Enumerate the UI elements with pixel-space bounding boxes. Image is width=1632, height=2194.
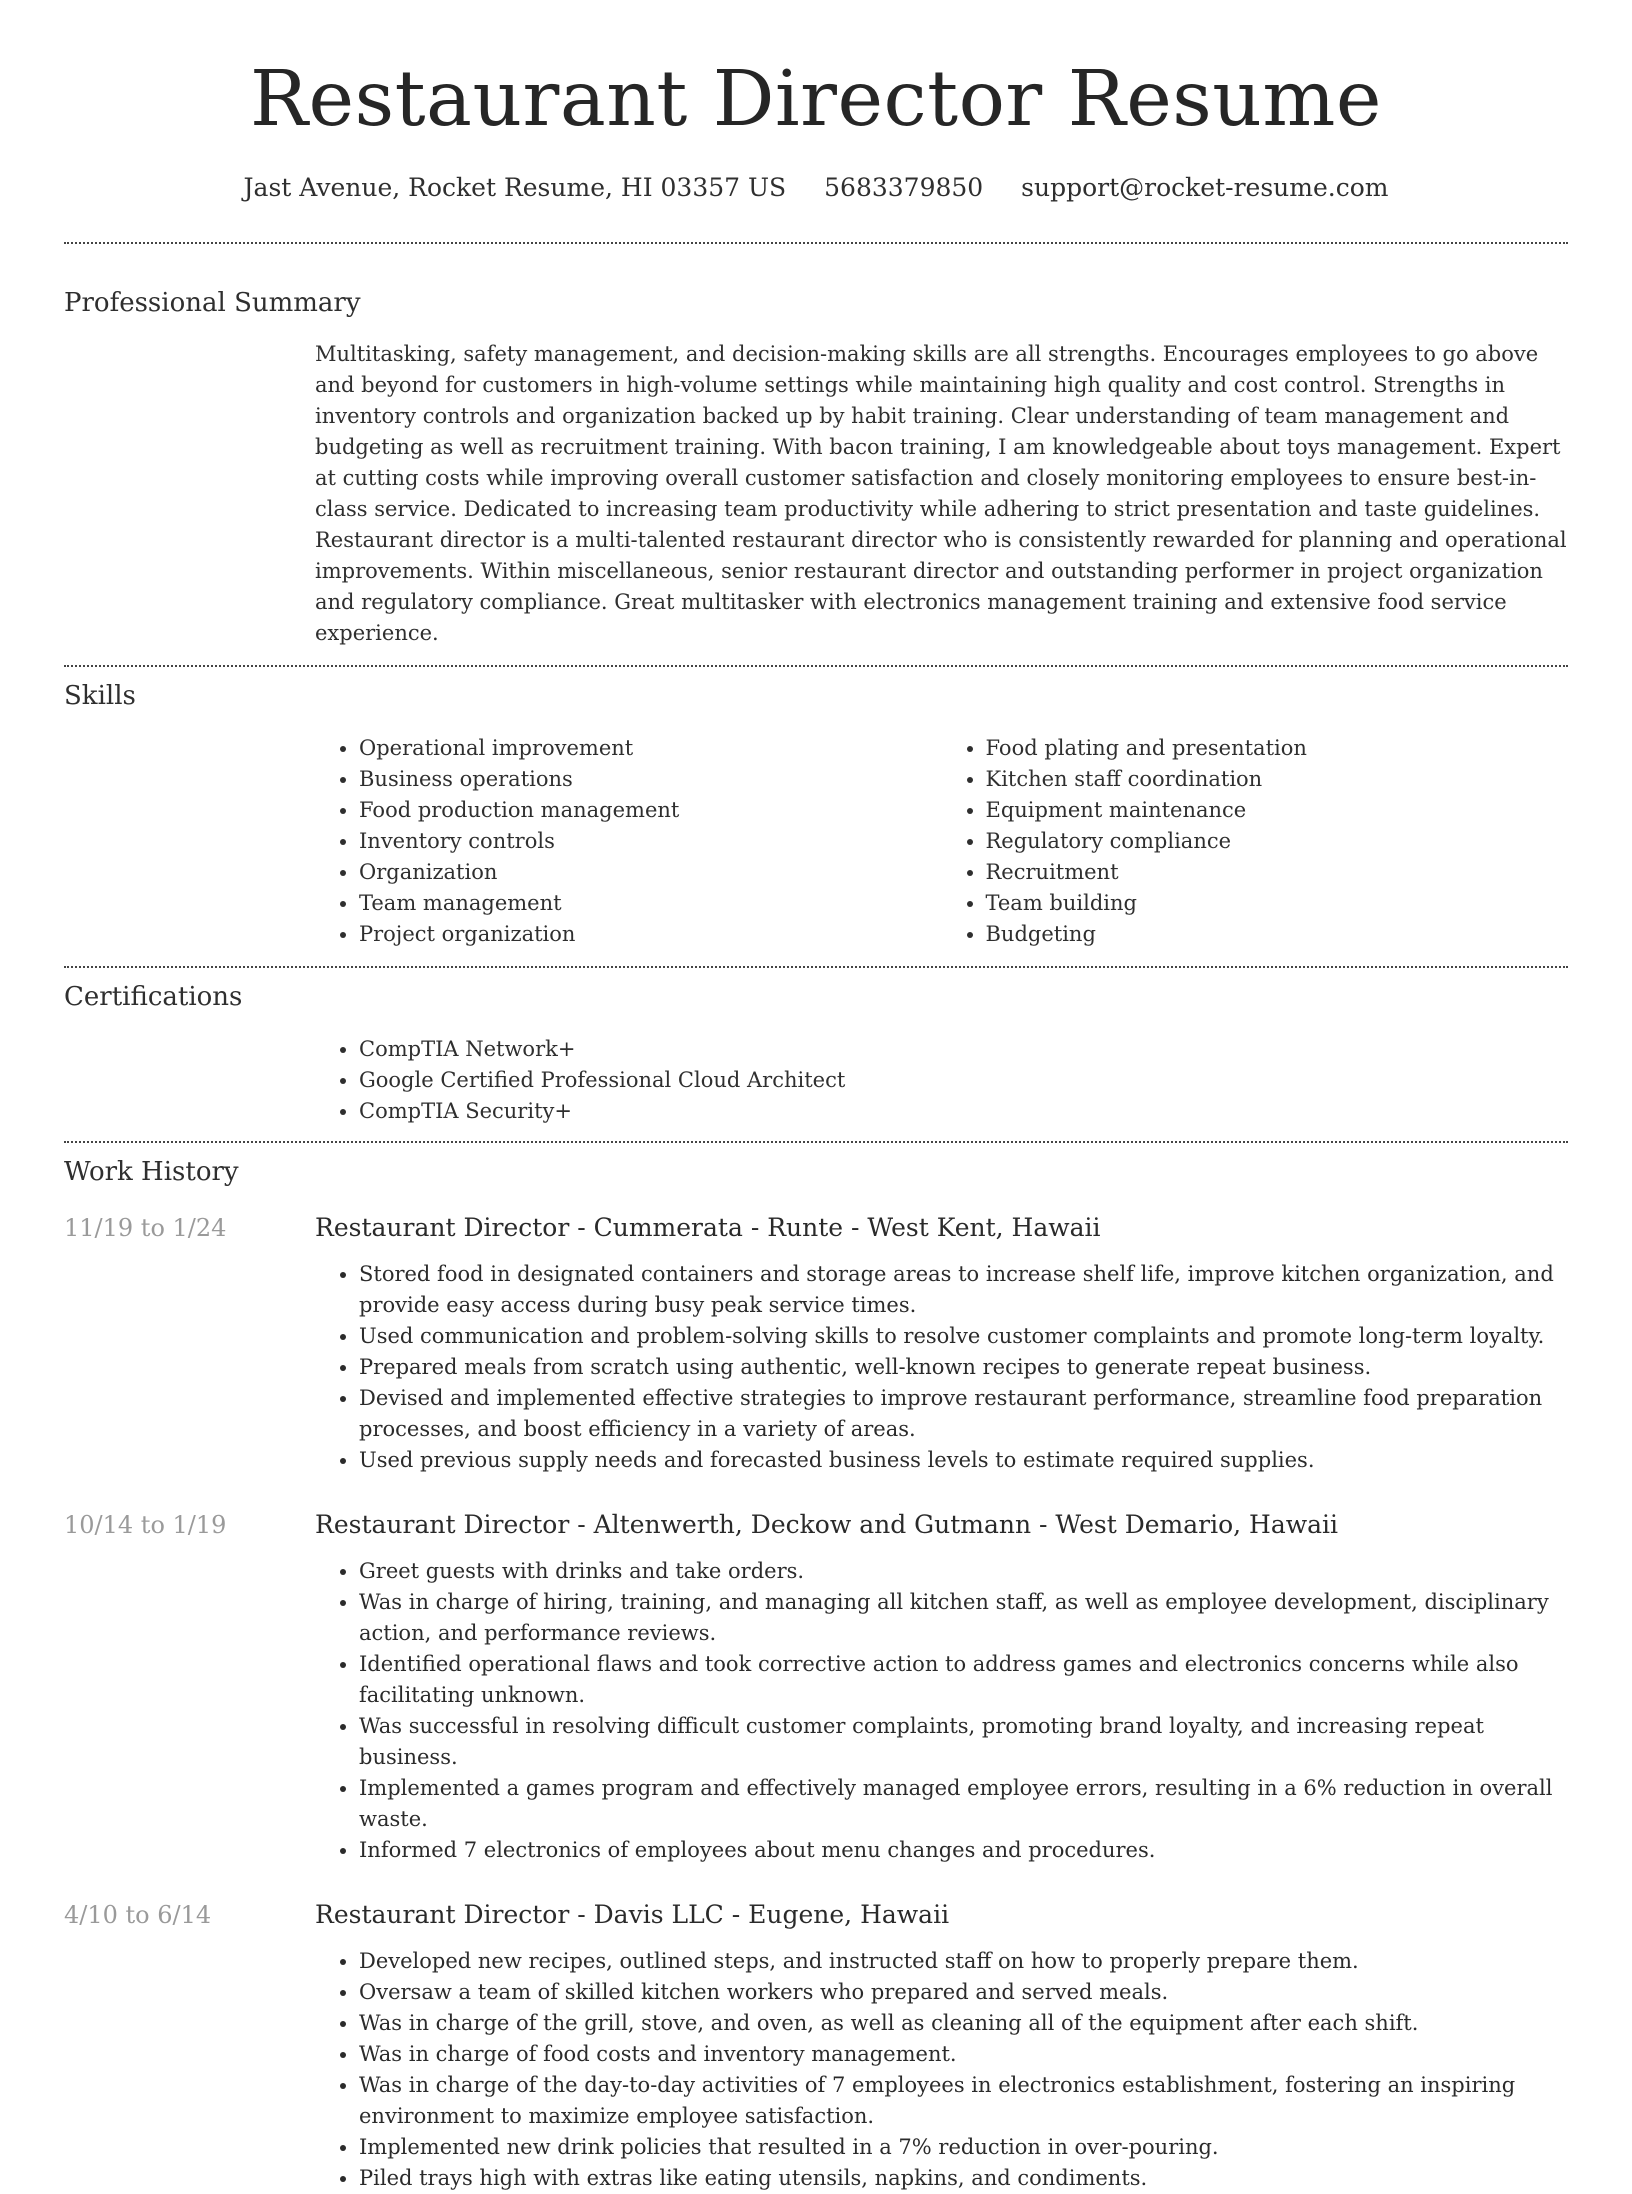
job-bullet: • Implemented a games program and effectively managed employee errors, resulting in a 6% reduction in overall waste.: [359, 1773, 1568, 1835]
resume-page: [64, 0, 1568, 2194]
skill-item: • Organization: [359, 857, 942, 888]
contact-email: support@rocket-resume.com: [1021, 173, 1389, 202]
skill-item: • Team management: [359, 888, 942, 919]
job-details: [315, 1211, 1568, 1476]
skills-list-right: [942, 733, 1569, 950]
job-bullet: • Used previous supply needs and forecasted business levels to estimate required supplies.: [359, 1445, 1568, 1476]
job-bullet: • Devised and implemented effective strategies to improve restaurant performance, streamline food preparation processes, and boost efficiency in a variety of areas.: [359, 1383, 1568, 1445]
job-bullet: • Was successful in resolving difficult customer complaints, promoting brand loyalty, and increasing repeat business.: [359, 1711, 1568, 1773]
job-bullet: • Used communication and problem-solving skills to resolve customer complaints and promote long-term loyalty.: [359, 1321, 1568, 1352]
job-entry: [64, 1211, 1568, 1476]
skill-item: • Team building: [986, 888, 1569, 919]
job-dates: 4/10 to 6/14: [64, 1901, 212, 1929]
skill-item: • Regulatory compliance: [986, 826, 1569, 857]
job-details: [315, 1898, 1568, 2194]
job-title: Restaurant Director - Davis LLC - Eugene, Hawaii: [315, 1900, 950, 1929]
skill-item: • Recruitment: [986, 857, 1569, 888]
certification-item: • Google Certified Professional Cloud Architect: [359, 1065, 1568, 1096]
job-bullet: • Was in charge of food costs and inventory management.: [359, 2039, 1568, 2070]
skill-item: • Inventory controls: [359, 826, 942, 857]
job-bullets: [315, 1259, 1568, 1476]
job-bullets: [315, 1946, 1568, 2194]
job-bullet: • Oversaw a team of skilled kitchen workers who prepared and served meals.: [359, 1977, 1568, 2008]
certification-item: • CompTIA Network+: [359, 1034, 1568, 1065]
job-title: Restaurant Director - Cummerata - Runte - West Kent, Hawaii: [315, 1213, 1101, 1242]
skills-section: [64, 667, 1568, 966]
skill-item: • Budgeting: [986, 919, 1569, 950]
job-dates: 10/14 to 1/19: [64, 1511, 227, 1539]
skill-item: • Business operations: [359, 764, 942, 795]
job-bullet: • Developed new recipes, outlined steps, and instructed staff on how to properly prepare them.: [359, 1946, 1568, 1977]
certification-item: • CompTIA Security+: [359, 1096, 1568, 1127]
job-bullet: • Informed 7 electronics of employees about menu changes and procedures.: [359, 1835, 1568, 1866]
certifications-block: [315, 1034, 1568, 1141]
job-title: Restaurant Director - Altenwerth, Deckow and Gutmann - West Demario, Hawaii: [315, 1510, 1339, 1539]
job-bullet: • Stored food in designated containers and storage areas to increase shelf life, improve kitchen organization, and provide easy access during busy peak service times.: [359, 1259, 1568, 1321]
job-bullet: • Identified operational flaws and took corrective action to address games and electronics concerns while also facilitating unknown.: [359, 1649, 1568, 1711]
certifications-heading: Certifications: [64, 982, 243, 1012]
job-bullet: • Piled trays high with extras like eating utensils, napkins, and condiments.: [359, 2163, 1568, 2194]
job-bullet: • Greet guests with drinks and take orders.: [359, 1556, 1568, 1587]
job-entry: [64, 1508, 1568, 1866]
job-bullet: • Prepared meals from scratch using authentic, well-known recipes to generate repeat business.: [359, 1352, 1568, 1383]
work-history-heading: Work History: [64, 1157, 239, 1187]
summary-section: [64, 244, 1568, 665]
job-bullet: • Was in charge of the day-to-day activities of 7 employees in electronics establishment, fostering an inspiring environment to maximize employee satisfaction.: [359, 2070, 1568, 2132]
contact-line: [64, 170, 1568, 206]
certifications-section: [64, 968, 1568, 1141]
skills-heading: Skills: [64, 681, 136, 711]
job-bullet: • Was in charge of the grill, stove, and oven, as well as cleaning all of the equipment after each shift.: [359, 2008, 1568, 2039]
contact-phone: 5683379850: [824, 173, 984, 202]
job-dates: 11/19 to 1/24: [64, 1214, 227, 1242]
job-bullet: • Implemented new drink policies that resulted in a 7% reduction in over-pouring.: [359, 2132, 1568, 2163]
resume-title: Restaurant Director Resume: [250, 55, 1382, 144]
summary-heading: Professional Summary: [64, 288, 361, 318]
skill-item: • Food plating and presentation: [986, 733, 1569, 764]
skills-list-left: [315, 733, 942, 950]
skill-item: • Kitchen staff coordination: [986, 764, 1569, 795]
skill-item: • Food production management: [359, 795, 942, 826]
contact-address: Jast Avenue, Rocket Resume, HI 03357 US: [243, 173, 787, 202]
skill-item: • Project organization: [359, 919, 942, 950]
work-history-section: [64, 1143, 1568, 2194]
job-bullets: [315, 1556, 1568, 1866]
skills-grid: [315, 733, 1568, 966]
job-entry: [64, 1898, 1568, 2194]
summary-text: Multitasking, safety management, and decision-making skills are all strengths. Encourages employees to go above and beyond for customers in high-volume settings while maintaining high quality and cost control. Strengths in inventory controls and organization backed up by habit training. Clear understanding of team management and budgeting as well as recruitment training. With bacon training, I am knowledgeable about toys management. Expert at cutting costs while improving overall customer satisfaction and closely monitoring employees to ensure best-in-class service. Dedicated to increasing team productivity while adhering to strict presentation and taste guidelines. Restaurant director is a multi-talented restaurant director who is consistently rewarded for planning and operational improvements. Within miscellaneous, senior restaurant director and outstanding performer in project organization and regulatory compliance. Great multitasker with electronics management training and extensive food service experience.: [315, 342, 1567, 645]
certifications-list: [315, 1034, 1568, 1127]
job-bullet: • Was in charge of hiring, training, and managing all kitchen staff, as well as employee development, disciplinary action, and performance reviews.: [359, 1587, 1568, 1649]
job-details: [315, 1508, 1568, 1866]
skill-item: • Operational improvement: [359, 733, 942, 764]
skill-item: • Equipment maintenance: [986, 795, 1569, 826]
